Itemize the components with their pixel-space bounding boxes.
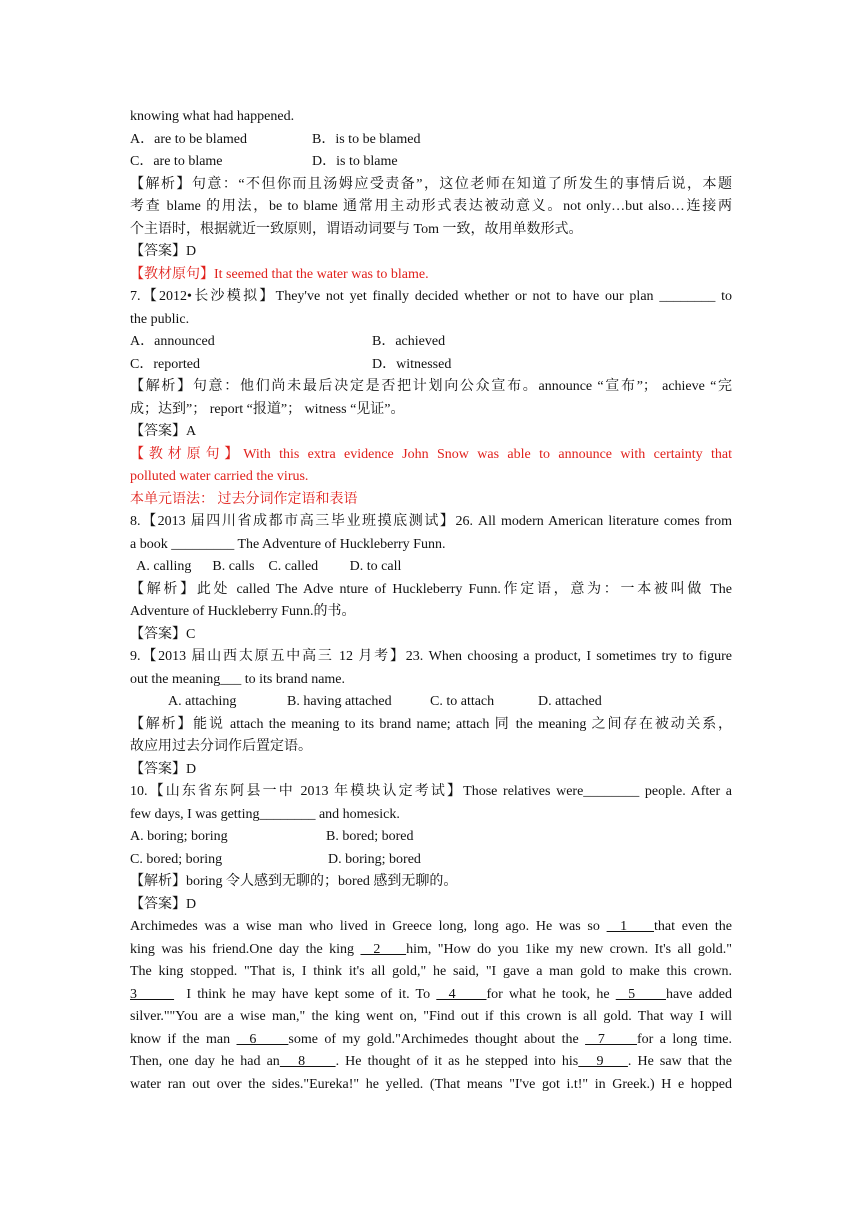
explanation-line: 成；达到”； report “报道”； witness “见证”。 — [130, 401, 405, 417]
passage-line — [130, 984, 732, 1007]
document-content — [130, 106, 732, 1096]
blank-3: 3 — [130, 986, 175, 1002]
passage-text: king was his friend.One day the king — [130, 941, 361, 957]
question-line: 10.【山东省东阿县一中 2013 年模块认定考试】Those relatives were________ people. After a — [130, 784, 732, 799]
question-line: out the meaning___ to its brand name. — [130, 671, 346, 687]
passage-text: for a long time. — [636, 1031, 732, 1047]
grammar-heading: 本单元语法： 过去分词作定语和表语 — [130, 491, 358, 507]
answer-line: 【答案】D — [130, 896, 197, 912]
passage-line — [130, 939, 732, 962]
options-row — [130, 129, 732, 152]
explanation-line: 【解析】句意：他们尚未最后决定是否把计划向公众宣布。announce “宣布”； achieve “完 — [130, 379, 732, 394]
passage-text: . He thought of it as he stepped into his — [335, 1054, 579, 1069]
blank-4: 4 — [436, 986, 487, 1002]
options-row — [130, 354, 732, 377]
question-line: a book _________ The Adventure of Huckleberry Funn. — [130, 536, 446, 552]
blank-7: 7 — [585, 1031, 637, 1047]
source-sentence: 【教材原句】It seemed that the water was to blame. — [130, 266, 429, 282]
answer-line: 【答案】A — [130, 424, 197, 439]
option-b: B. bored; bored — [326, 829, 414, 844]
option-a: A. attaching — [168, 694, 237, 709]
passage-text: him, "How do you 1ike my new crown. It's all gold." — [406, 941, 732, 957]
source-sentence: polluted water carried the virus. — [130, 469, 309, 484]
blank-1: 1 — [606, 919, 655, 934]
options-row — [130, 849, 732, 872]
option-c: C．reported — [130, 356, 200, 372]
passage-line: The king stopped. "That is, I think it's all gold," he said, "I gave a man gold to make this crown. — [130, 964, 732, 979]
question-line: 9.【2013 届山西太原五中高三 12 月考】23. When choosing a product, I sometimes try to figure — [130, 649, 732, 664]
passage-text: . He saw that the — [627, 1054, 732, 1069]
passage-line — [130, 1051, 732, 1074]
passage-line: silver.""You are a wise man," the king went on, "Find out if this crown is all gold. That way I will — [130, 1009, 732, 1024]
option-d: D. boring; bored — [328, 851, 421, 867]
option-b: B. having attached — [287, 694, 392, 709]
blank-8: 8 — [279, 1054, 336, 1069]
options-row — [130, 151, 732, 174]
option-a: A．are to be blamed — [130, 131, 248, 147]
option-c: C．are to blame — [130, 154, 223, 169]
explanation-line: 【解析】boring 令人感到无聊的；bored 感到无聊的。 — [130, 874, 458, 889]
explanation-line: 【解析】能说 attach the meaning to its brand name; attach 同 the meaning 之间存在被动关系， — [130, 716, 732, 732]
question-line: 7.【2012•长沙模拟】They've not yet finally decided whether or not to have our plan ________ to — [130, 289, 732, 304]
explanation-line: 【解析】句意：“不但你而且汤姆应受责备”，这位老师在知道了所发生的事情后说，本题 — [130, 176, 732, 192]
passage-line — [130, 1029, 732, 1052]
option-a: A．announced — [130, 334, 215, 349]
blank-2: 2 — [360, 941, 407, 957]
passage-text: for what he took, he — [486, 986, 616, 1002]
option-c: C. bored; boring — [130, 851, 223, 867]
option-d: D．is to blame — [312, 154, 398, 169]
passage-line — [130, 916, 732, 939]
question-line: the public. — [130, 311, 190, 327]
option-b: B．is to be blamed — [312, 131, 421, 147]
answer-line: 【答案】D — [130, 244, 197, 259]
passage-text: Then, one day he had an — [130, 1054, 280, 1069]
passage-text: that even the — [654, 919, 732, 934]
blank-9: 9 — [578, 1054, 628, 1069]
passage-text: Archimedes was a wise man who lived in Greece long, long ago. He was so — [130, 919, 607, 934]
explanation-line: 故应用过去分词作后置定语。 — [130, 739, 312, 754]
explanation-line: 个主语时，根据就近一致原则，谓语动词要与 Tom 一致，故用单数形式。 — [130, 221, 583, 237]
question-line: few days, I was getting________ and homesick. — [130, 806, 400, 822]
answer-line: 【答案】D — [130, 761, 197, 777]
passage-line: water ran out over the sides."Eureka!" he yelled. (That means "I've got i.t!" in Greek.) H e hopped — [130, 1076, 732, 1092]
option-d: D. attached — [538, 694, 602, 709]
option-c: C. to attach — [430, 694, 495, 709]
text-line: knowing what had happened. — [130, 109, 295, 124]
passage-text: I think he may have kept some of it. To — [174, 986, 437, 1002]
source-sentence: 【教材原句】With this extra evidence John Snow was able to announce with certainty that — [130, 446, 732, 462]
options-row: A. calling B. calls C. called D. to call — [130, 559, 402, 574]
options-row — [130, 331, 732, 354]
question-line: 8.【2013 届四川省成都市高三毕业班摸底测试】26. All modern American literature comes from — [130, 514, 732, 529]
options-row — [130, 826, 732, 849]
explanation-line: 【解析】此处 called The Adve nture of Huckleberry Funn.作定语，意为：一本被叫做 The — [130, 581, 732, 597]
option-d: D．witnessed — [372, 356, 452, 372]
answer-line: 【答案】C — [130, 626, 196, 642]
blank-5: 5 — [615, 986, 666, 1002]
explanation-line: 考查 blame 的用法，be to blame 通常用主动形式表达被动意义。not only…but also…连接两 — [130, 199, 732, 214]
passage-text: know if the man — [130, 1031, 237, 1047]
passage-text: have added — [665, 986, 732, 1002]
blank-6: 6 — [236, 1031, 289, 1047]
passage-text: some of my gold."Archimedes thought about the — [288, 1031, 586, 1047]
option-b: B．achieved — [372, 334, 446, 349]
explanation-line: Adventure of Huckleberry Funn.的书。 — [130, 604, 356, 619]
option-a: A. boring; boring — [130, 829, 228, 844]
options-row — [130, 691, 732, 714]
